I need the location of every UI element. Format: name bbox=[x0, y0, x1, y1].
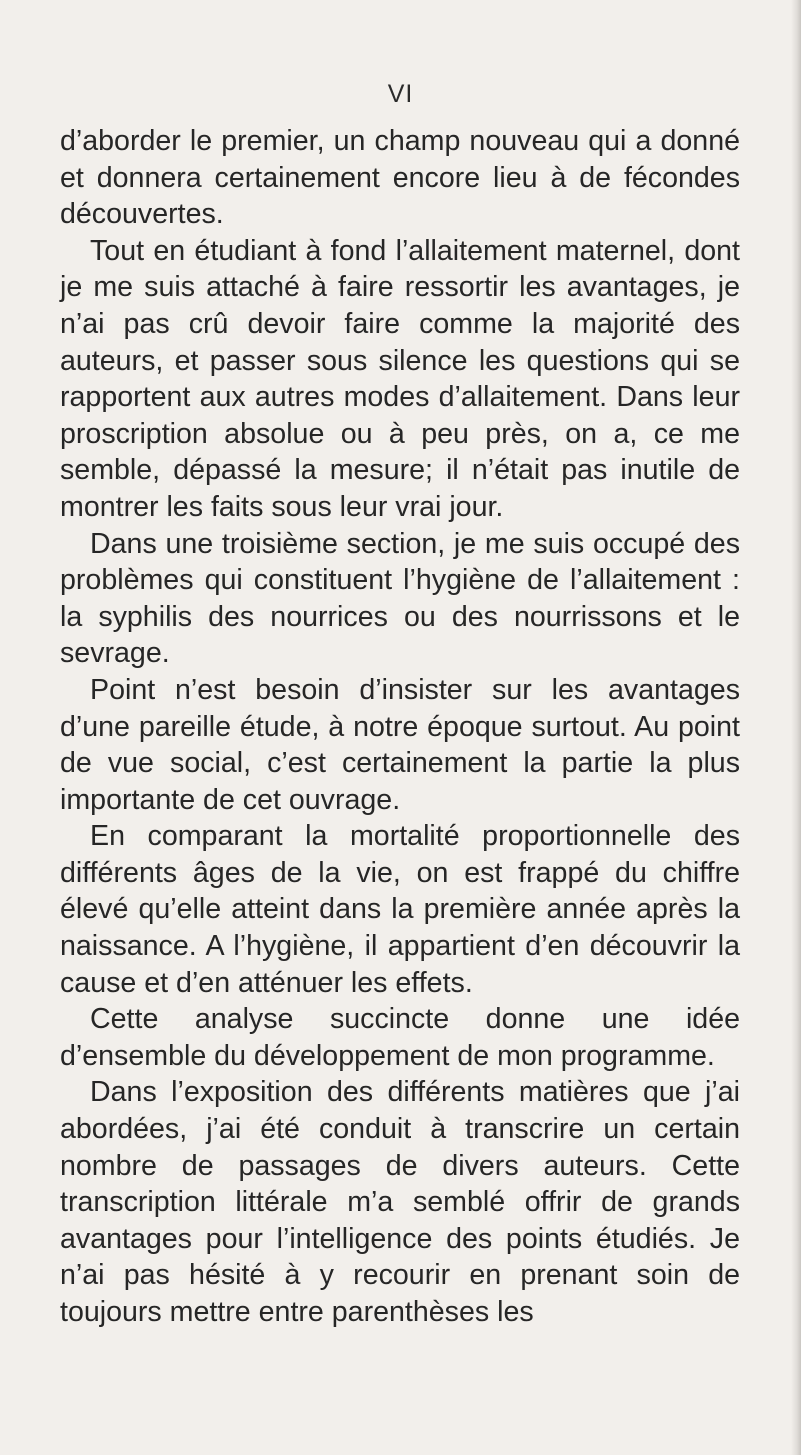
paragraph: Dans l’exposition des différents matières que j’ai abordées, j’ai été conduit à transcrire un certain nombre de passages de divers auteurs. Cette transcription littérale m’a semblé offrir de grands avantages pour l’intelligence des points étudiés. Je n’ai pas hésité à y recourir en prenant soin de toujours mettre entre parenthèses les bbox=[60, 1076, 740, 1328]
body-text bbox=[60, 123, 740, 1331]
paragraph: Point n’est besoin d’insister sur les avantages d’une pareille étude, à notre époque surtout. Au point de vue social, c’est certainement la partie la plus importante de cet ouvrage. bbox=[60, 673, 740, 816]
paragraph: Dans une troisième section, je me suis occupé des problèmes qui constituent l’hygiène de l’allaitement : la syphilis des nourrices ou des nourrissons et le sevrage. bbox=[60, 527, 740, 670]
paragraph: En comparant la mortalité proportionnelle des différents âges de la vie, on est frappé du chiffre élevé qu’elle atteint dans la première année après la naissance. A l’hygiène, il appartient d’en découvrir la cause et d’en atténuer les effets. bbox=[60, 820, 740, 999]
page-edge-shadow bbox=[791, 0, 801, 1455]
paragraph-continued: d’aborder le premier, un champ nouveau qui a donné et donnera certainement encore lieu à de fécondes découvertes. bbox=[60, 125, 740, 231]
paragraph: Tout en étudiant à fond l’allaitement maternel, dont je me suis attaché à faire ressortir les avantages, je n’ai pas crû devoir faire comme la majorité des auteurs, et passer sous silence les questions qui se rapportent aux autres modes d’allaitement. Dans leur proscription absolue ou à peu près, on a, ce me semble, dépassé la mesure; il n’était pas inutile de montrer les faits sous leur vrai jour. bbox=[60, 234, 740, 523]
page-number: VI bbox=[387, 80, 414, 108]
paragraph: Cette analyse succincte donne une idée d’ensemble du développement de mon programme. bbox=[60, 1003, 740, 1072]
